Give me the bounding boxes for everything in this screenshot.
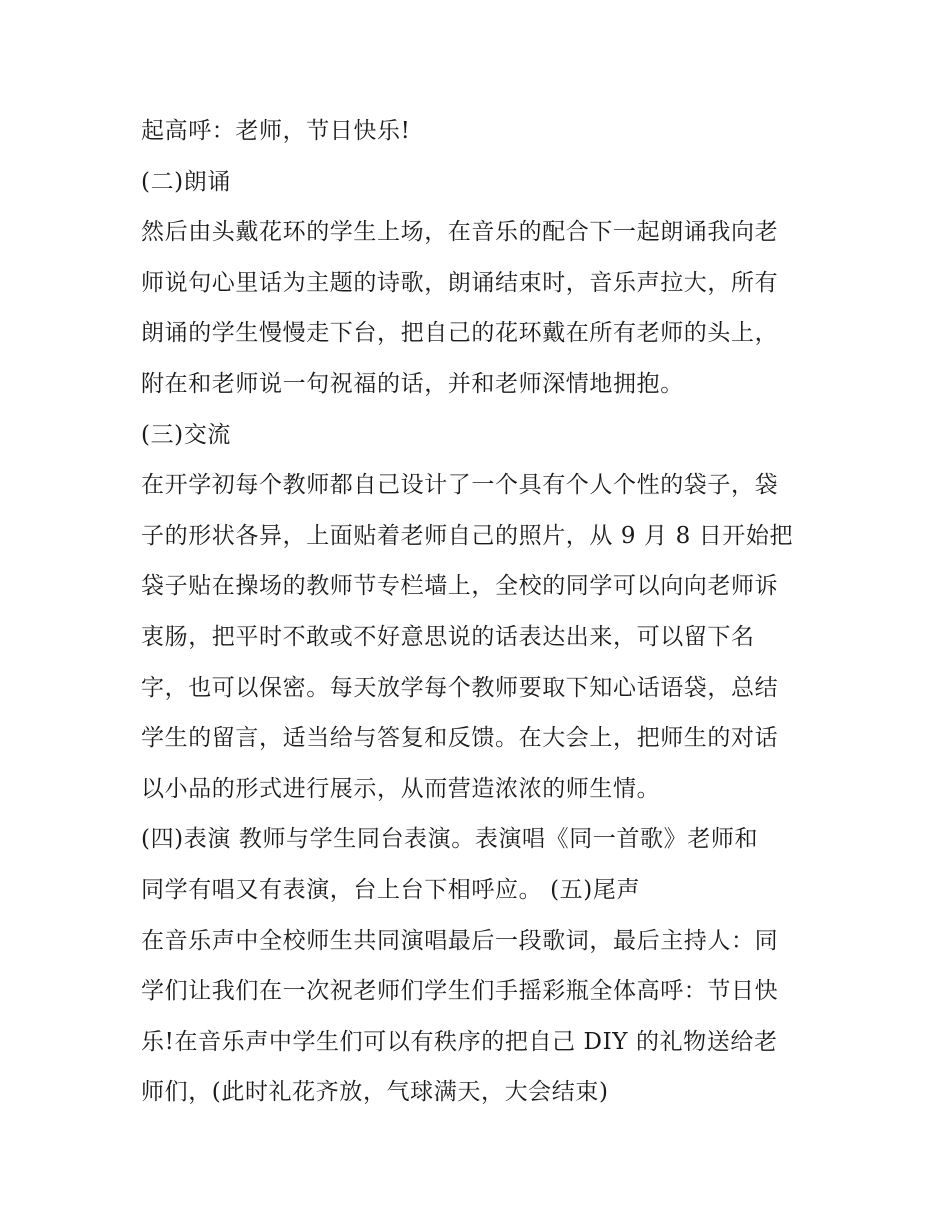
section-heading-exchange: (三)交流 [141, 421, 231, 448]
text-line: 子的形状各异，上面贴着老师自己的照片，从 9 月 8 日开始把 [141, 522, 794, 549]
text-line: 在音乐声中全校师生共同演唱最后一段歌词，最后主持人：同 [141, 927, 779, 954]
text-line: 起高呼：老师，节日快乐! [141, 118, 411, 144]
text-line: 然后由头戴花环的学生上场，在音乐的配合下一起朗诵我向老 [141, 219, 779, 246]
document-body [141, 106, 821, 1118]
text-line: 师说句心里话为主题的诗歌，朗诵结束时，音乐声拉大，所有 [141, 269, 779, 296]
text-line: 衷肠，把平时不敢或不好意思说的话表达出来，可以留下名 [141, 623, 755, 650]
text-line: 以小品的形式进行展示，从而营造浓浓的师生情。 [141, 775, 661, 802]
section-heading-recitation: (二)朗诵 [141, 168, 231, 195]
text-line: 乐!在音乐声中学生们可以有秩序的把自己 DIY 的礼物送给老 [141, 1028, 778, 1055]
text-line: 学生的留言，适当给与答复和反馈。在大会上，把师生的对话 [141, 725, 779, 752]
text-line: 同学有唱又有表演，台上台下相呼应。 (五)尾声 [141, 876, 641, 903]
text-line: 学们让我们在一次祝老师们学生们手摇彩瓶全体高呼：节日快 [141, 978, 779, 1005]
text-line: 朗诵的学生慢慢走下台，把自己的花环戴在所有老师的头上， [141, 320, 779, 347]
text-line: 师们，(此时礼花齐放，气球满天，大会结束) [141, 1079, 609, 1106]
text-line: 袋子贴在操场的教师节专栏墙上，全校的同学可以向向老师诉 [141, 573, 779, 600]
section-heading-performance: (四)表演 教师与学生同台表演。表演唱《同一首歌》老师和 [141, 826, 759, 853]
text-line: 在开学初每个教师都自己设计了一个具有个人个性的袋子，袋 [141, 472, 779, 499]
text-line: 字，也可以保密。每天放学每个教师要取下知心话语袋，总结 [141, 674, 779, 701]
text-line: 附在和老师说一句祝福的话，并和老师深情地拥抱。 [141, 370, 684, 397]
